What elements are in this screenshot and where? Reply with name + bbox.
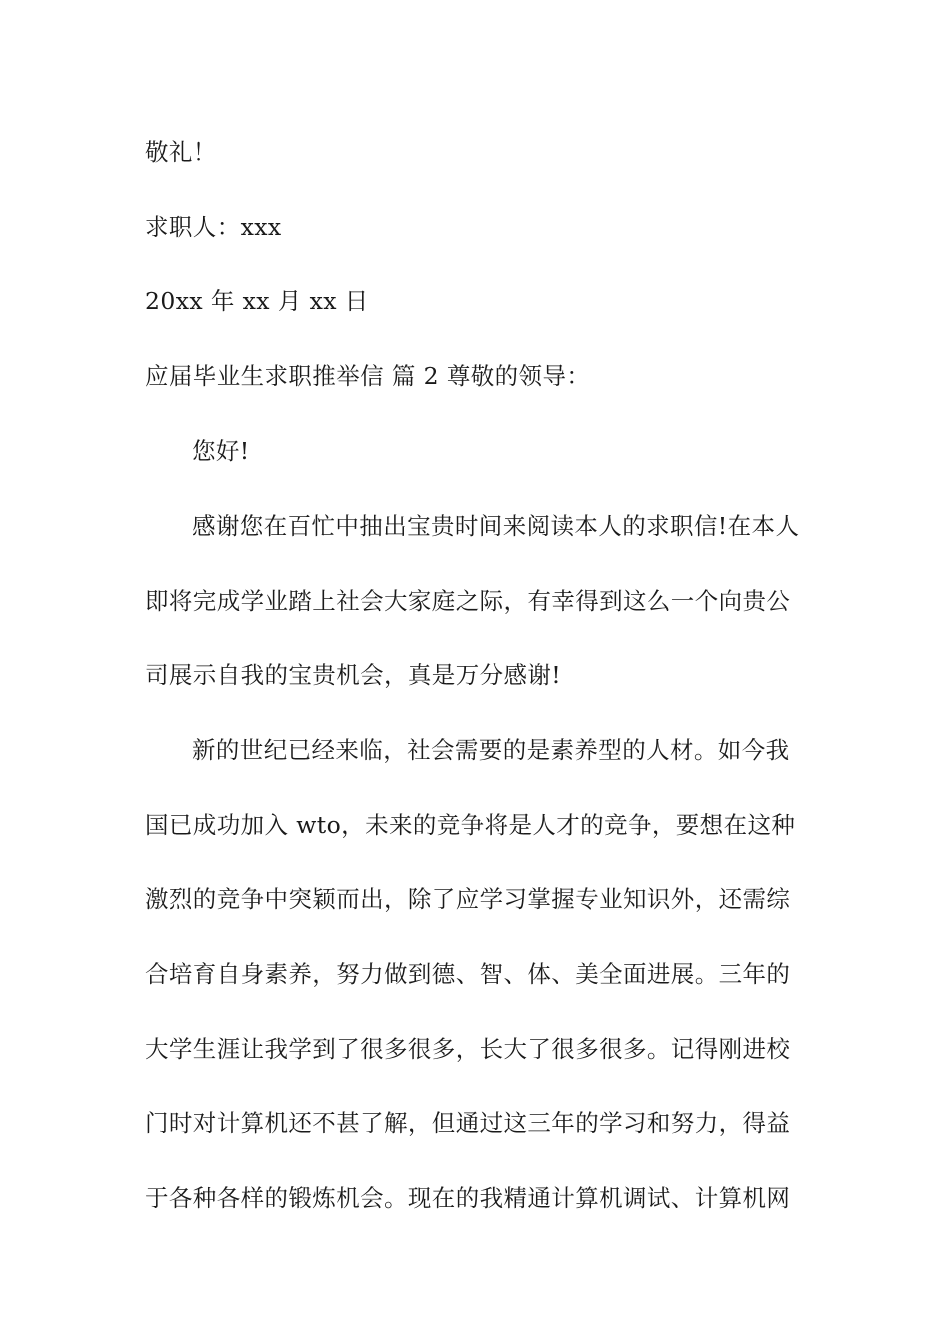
- paragraph-line: 即将完成学业踏上社会大家庭之际，有幸得到这么一个向贵公: [145, 587, 791, 615]
- paragraph-line: 于各种各样的锻炼机会。现在的我精通计算机调试、计算机网: [145, 1184, 791, 1212]
- paragraph-line: 激烈的竞争中突颖而出，除了应学习掌握专业知识外，还需综: [145, 885, 791, 913]
- paragraph-line: 司展示自我的宝贵机会，真是万分感谢!: [145, 661, 562, 689]
- greeting-line: 您好!: [192, 437, 250, 465]
- paragraph-line: 大学生涯让我学到了很多很多，长大了很多很多。记得刚进校: [145, 1035, 791, 1063]
- closing-salutation: 敬礼！: [145, 138, 217, 166]
- date-line: 20xx 年 xx 月 xx 日: [145, 287, 369, 315]
- paragraph-line: 感谢您在百忙中抽出宝贵时间来阅读本人的求职信!在本人: [192, 512, 800, 540]
- paragraph-line: 国已成功加入 wto，未来的竞争将是人才的竞争，要想在这种: [145, 811, 796, 839]
- signature-line: 求职人：xxx: [145, 213, 282, 241]
- paragraph-line: 合培育自身素养，努力做到德、智、体、美全面进展。三年的: [145, 960, 791, 988]
- letter-heading: 应届毕业生求职推举信 篇 2 尊敬的领导：: [145, 362, 591, 390]
- paragraph-line: 新的世纪已经来临，社会需要的是素养型的人材。如今我: [192, 736, 790, 764]
- paragraph-line: 门时对计算机还不甚了解，但通过这三年的学习和努力，得益: [145, 1109, 791, 1137]
